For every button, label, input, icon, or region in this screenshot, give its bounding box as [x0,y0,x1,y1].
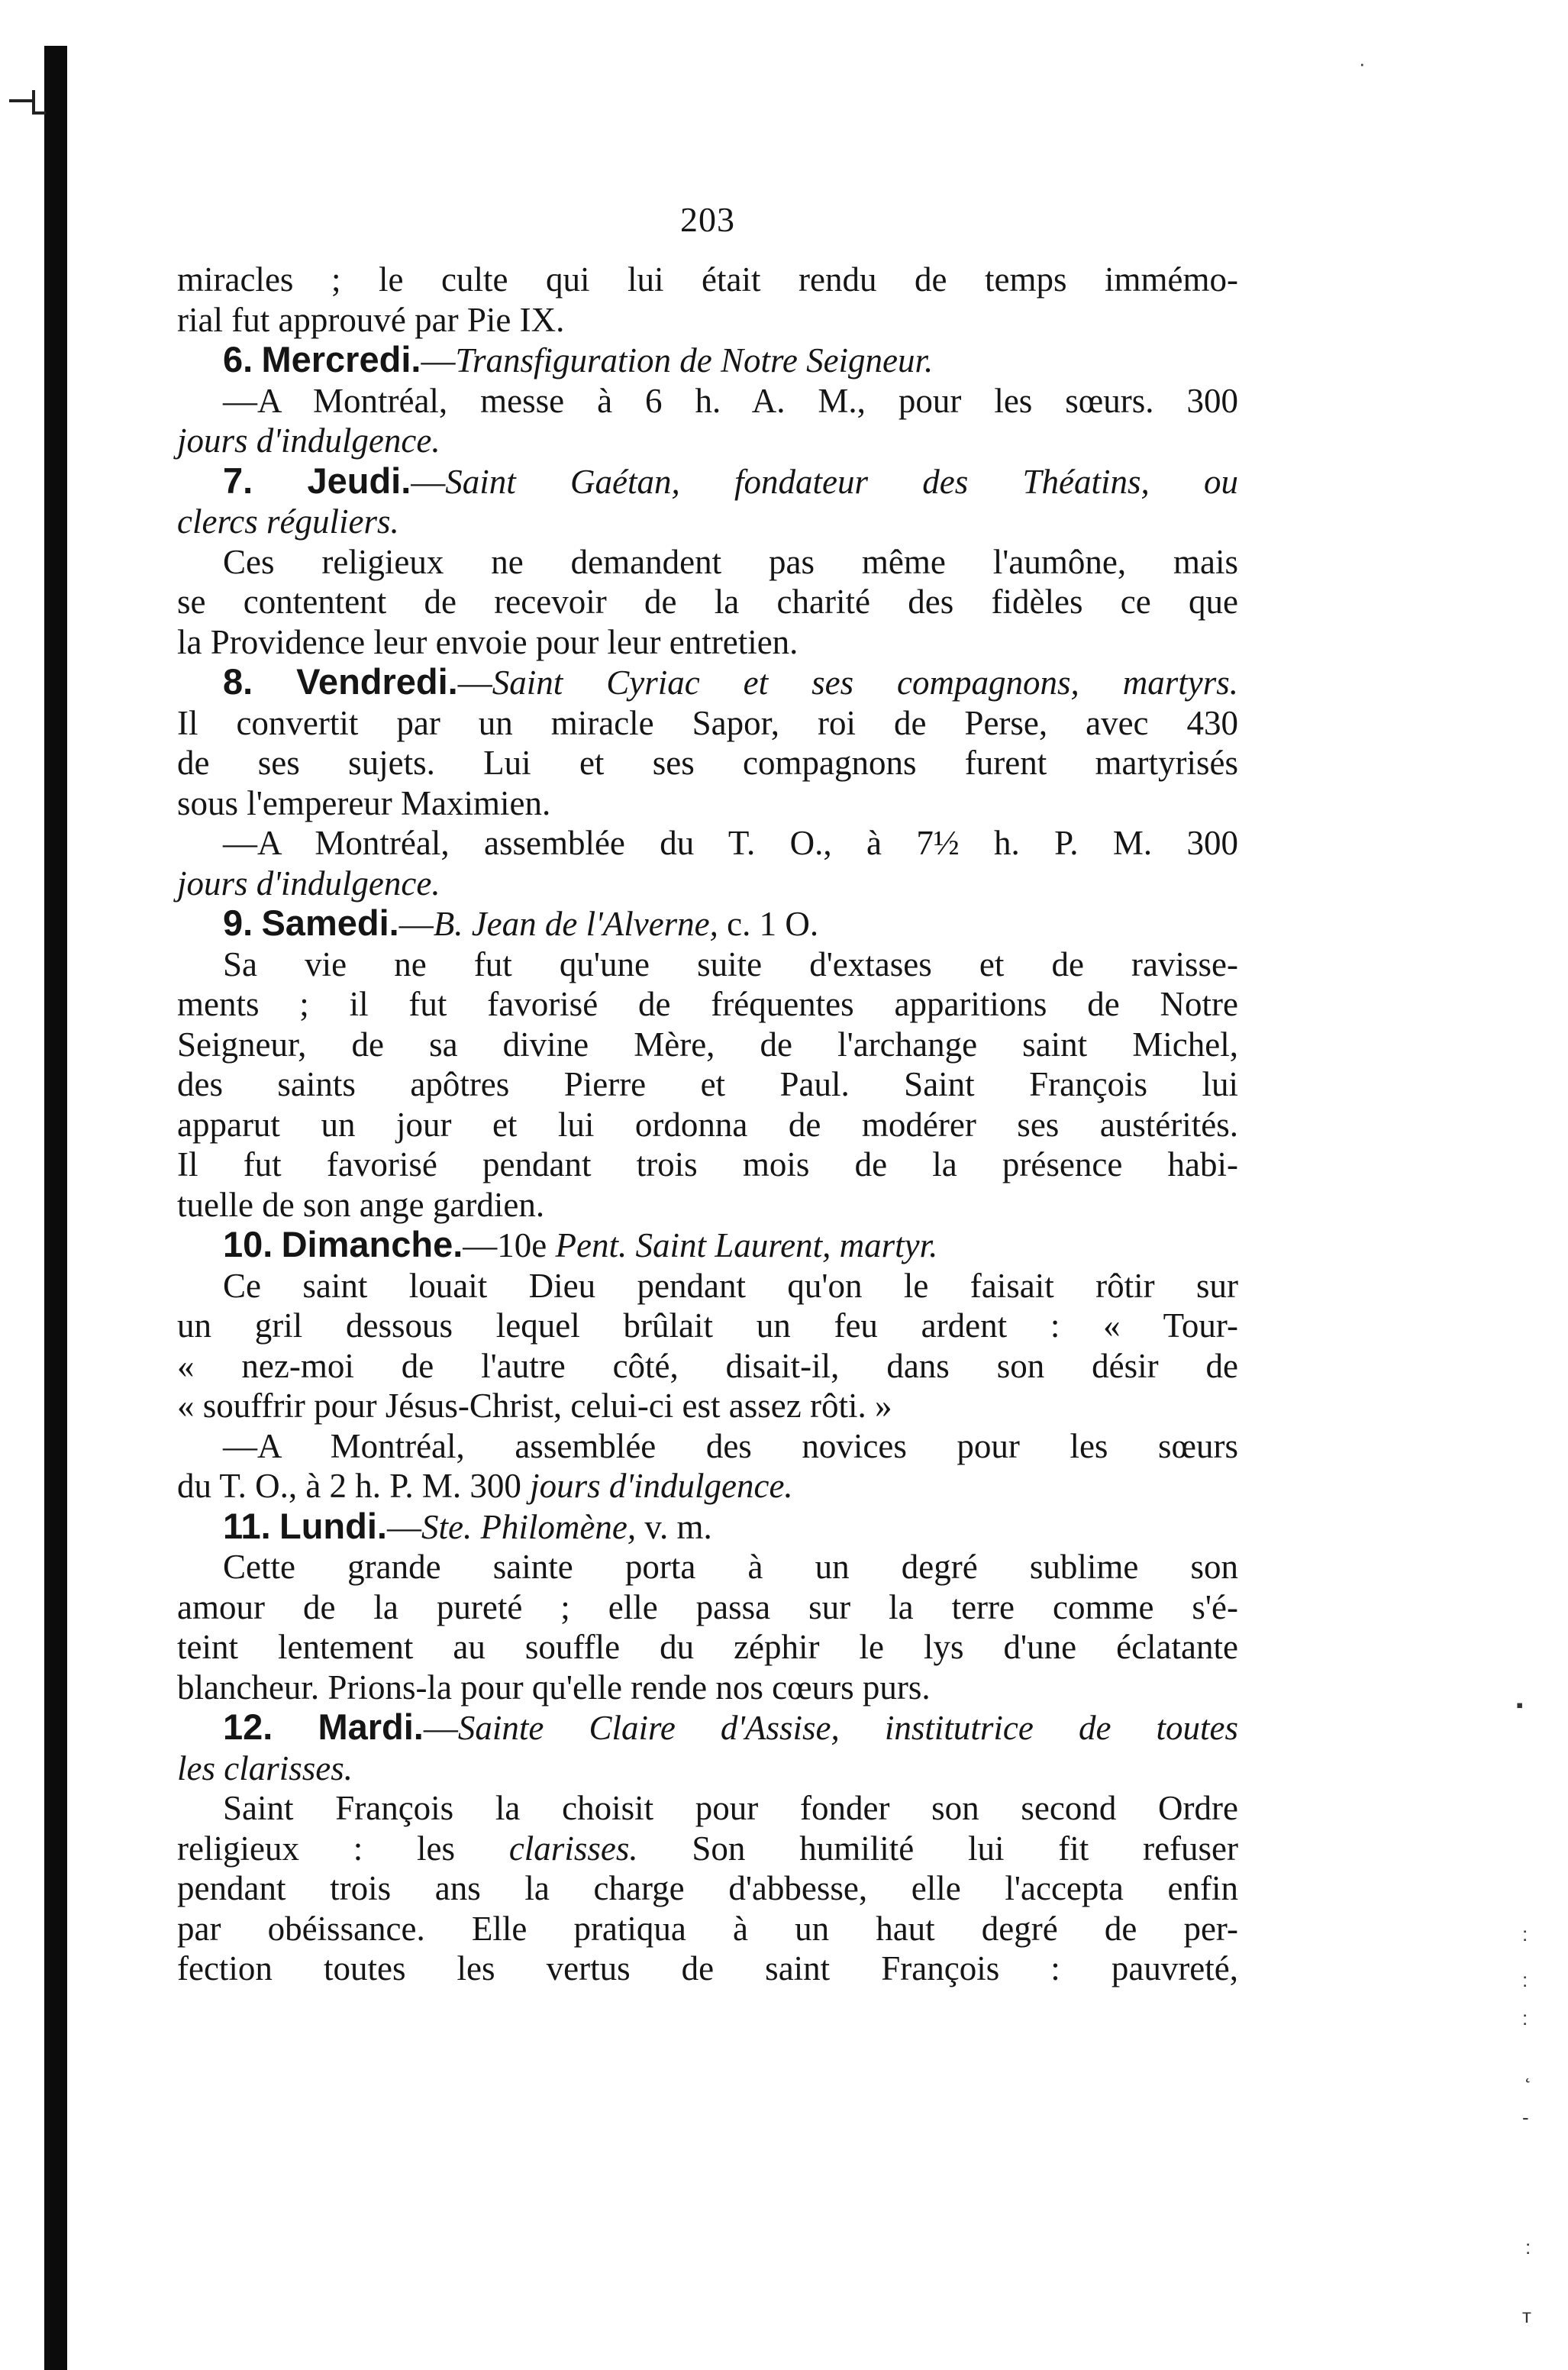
text-line [177,1185,1238,1225]
italic-text: Saint Gaétan, fondateur des Théatins, ou [445,462,1238,501]
page-number: 203 [680,200,735,239]
text-line [177,984,1238,1025]
italic-text: jours d'indulgence. [530,1467,793,1505]
day-name: Samedi. [261,902,399,943]
text-line [177,1145,1238,1185]
text-line [177,1788,1238,1829]
italic-text: Pent. Saint Laurent, martyr. [555,1226,938,1264]
italic-text: Ste. Philomène, [421,1507,637,1546]
text-span: Sa vie ne fut qu'une suite d'extases et de ravisse- [223,944,1238,983]
text-line [177,1627,1238,1668]
day-number: 10. [223,1224,273,1264]
text-line [177,1668,1238,1708]
text-line [177,864,1238,904]
text-line [177,1426,1238,1467]
text-line [177,421,1238,461]
day-name: Mercredi. [261,339,421,379]
text-span: —A Montréal, assemblée des novices pour les sœurs [223,1426,1238,1465]
text-span: sous l'empereur Maximien. [177,783,551,822]
text-span: Seigneur, de sa divine Mère, de l'archange saint Michel, [177,1025,1238,1064]
text-span: miracles ; le culte qui lui était rendu de temps immémo- [177,260,1238,299]
text-span: Il convertit par un miracle Sapor, roi de Perse, avec 430 [177,703,1238,742]
text-span: fection toutes les vertus de saint François : pauvreté, [177,1949,1238,1987]
italic-text: Transfiguration de Notre Seigneur. [455,341,934,379]
day-name: Vendredi. [296,661,458,702]
text-line [177,622,1238,663]
text-line [177,1949,1238,1989]
text-span: v. m. [636,1507,712,1546]
day-name: Mardi. [318,1706,424,1747]
text-line [177,582,1238,622]
text-span: rial fut approuvé par Pie IX. [177,300,565,339]
scan-speck: : [1525,2236,1531,2259]
text-line [177,1707,1238,1748]
text-span [273,1226,281,1264]
text-span: — [398,905,434,943]
text-span: tuelle de son ange gardien. [177,1185,545,1224]
text-span: des saints apôtres Pierre et Paul. Saint François lui [177,1065,1238,1103]
text-line [177,1346,1238,1387]
text-span: — [411,462,446,501]
text-span: la Providence leur envoie pour leur entretien. [177,622,799,661]
text-span: « souffrir pour Jésus-Christ, celui-ci est assez rôti. » [177,1387,892,1425]
text-span: amour de la pureté ; elle passa sur la terre comme s'é- [177,1587,1238,1626]
text-line [177,1306,1238,1346]
scan-speck: : [1522,1923,1528,1945]
day-number: 6. [223,339,253,379]
text-line [177,461,1238,502]
text-span: teint lentement au souffle du zéphir le lys d'une éclatante [177,1628,1238,1666]
text-span: — [421,341,456,379]
text-span: Son humilité lui fit refuser [637,1829,1238,1868]
text-line [177,1064,1238,1105]
text-span: du T. O., à 2 h. P. M. 300 [177,1467,531,1505]
text-line [177,1868,1238,1909]
text-line [177,944,1238,985]
text-span: Il fut favorisé pendant trois mois de la présence habi- [177,1145,1238,1183]
text-line [177,1386,1238,1426]
text-line [177,743,1238,783]
text-span [271,1508,279,1546]
text-line [177,1506,1238,1548]
scan-speck: ▪ [1516,1694,1524,1716]
text-line [177,823,1238,864]
text-span: un gril dessous lequel brûlait un feu ardent : « Tour- [177,1306,1238,1345]
text-line [177,903,1238,944]
text-span [253,905,261,943]
text-line [177,542,1238,583]
day-name: Dimanche. [281,1224,463,1264]
text-body [177,260,1238,1989]
italic-text: jours d'indulgence. [177,864,440,902]
text-line [177,260,1238,300]
scan-speck: ᴛ [1522,2304,1531,2327]
text-span: Cette grande sainte porta à un degré sublime son [223,1548,1238,1586]
day-number: 12. [223,1706,273,1747]
day-name: Lundi. [279,1505,387,1546]
text-line [177,1748,1238,1789]
text-line [177,1547,1238,1587]
italic-text: clarisses. [508,1829,638,1868]
italic-text: B. Jean de l'Alverne, [433,905,718,943]
text-line [177,1225,1238,1266]
text-line [177,783,1238,824]
italic-text: Saint Cyriac et ses compagnons, martyrs. [492,664,1239,702]
text-line [177,1266,1238,1306]
italic-text: Sainte Claire d'Assise, institutrice de toutes [457,1709,1239,1747]
text-span: Ce saint louait Dieu pendant qu'on le faisait rôtir sur [223,1266,1238,1305]
text-span: pendant trois ans la charge d'abbesse, elle l'accepta enfin [177,1869,1238,1907]
text-span: c. 1 O. [718,905,819,943]
scan-speck: · [1359,52,1366,75]
day-name: Jeudi. [307,460,411,501]
day-number: 8. [223,661,253,702]
text-span: ments ; il fut favorisé de fréquentes apparitions de Notre [177,985,1238,1023]
italic-text: clercs réguliers. [177,502,399,541]
text-span: Saint François la choisit pour fonder son second Ordre [223,1789,1238,1827]
text-span: « nez-moi de l'autre côté, disait-il, dans son désir de [177,1346,1238,1385]
binding-edge-shadow [44,46,67,2370]
day-number: 11. [223,1505,271,1546]
text-span [253,341,261,379]
text-span: — [386,1507,421,1546]
text-span [273,1709,318,1747]
text-line [177,502,1238,542]
text-span: religieux : les [177,1829,509,1868]
text-line [177,1829,1238,1869]
text-span: —A Montréal, assemblée du T. O., à 7½ h. P. M. 300 [223,824,1238,862]
text-line [177,1587,1238,1628]
text-line [177,1105,1238,1145]
book-page [177,197,1238,1989]
text-span: — [423,1709,458,1747]
text-line [177,1466,1238,1506]
day-number: 9. [223,902,253,943]
scan-speck: - [1522,2106,1529,2129]
text-line [177,340,1238,381]
text-span: se contentent de recevoir de la charité des fidèles ce que [177,583,1238,621]
text-span: Ces religieux ne demandent pas même l'aumône, mais [223,542,1238,581]
text-line [177,381,1238,421]
scan-speck: ˛ [1525,2060,1532,2083]
scan-edge-mark [9,99,35,102]
text-line [177,300,1238,341]
text-span [253,463,307,501]
text-line [177,703,1238,744]
text-span: de ses sujets. Lui et ses compagnons furent martyrisés [177,744,1238,782]
scan-speck: : [1522,2007,1528,2029]
text-span [253,664,296,702]
text-span: — [457,664,492,702]
scan-speck: : [1522,1968,1528,1991]
italic-text: les clarisses. [177,1748,353,1787]
italic-text: jours d'indulgence. [177,421,440,460]
text-span: apparut un jour et lui ordonna de modérer ses austérités. [177,1105,1238,1144]
text-span: par obéissance. Elle pratiqua à un haut degré de per- [177,1909,1238,1948]
text-span: blancheur. Prions-la pour qu'elle rende nos cœurs purs. [177,1668,931,1706]
text-line [177,1025,1238,1065]
text-line [177,662,1238,703]
text-span: —10e [463,1226,556,1264]
day-number: 7. [223,460,253,501]
scan-edge-hook [32,90,46,115]
text-line [177,1909,1238,1949]
text-span: —A Montréal, messe à 6 h. A. M., pour les sœurs. 300 [223,381,1238,420]
